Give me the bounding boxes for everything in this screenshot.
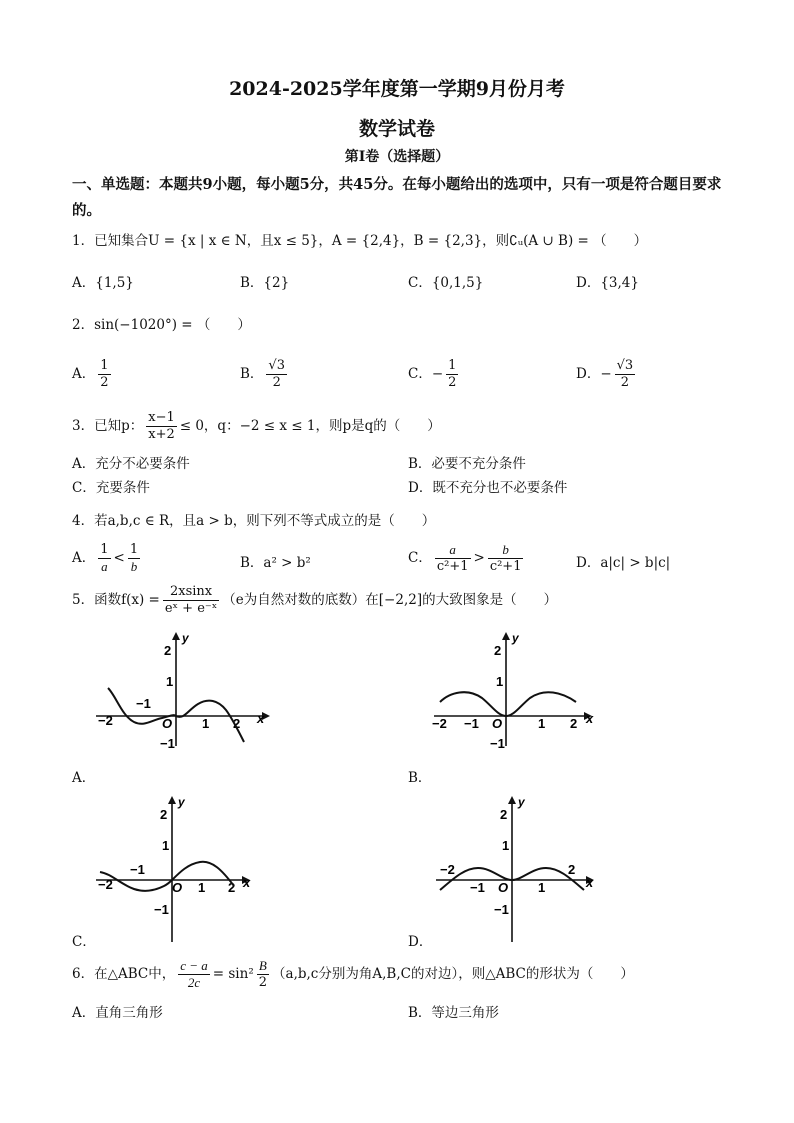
q3-option-c: C．充要条件	[72, 480, 150, 496]
q3-option-d: D．既不充分也不必要条件	[408, 480, 568, 496]
q6-stem-post: （a,b,c分别为角A,B,C的对边），则△ABC的形状为（ ）	[272, 966, 634, 982]
graph-b-tick-2: 2	[570, 716, 578, 731]
graph-b-y-label: y	[512, 631, 519, 645]
q2-option-a-label: A．	[72, 366, 96, 382]
q4-a-d2: b	[130, 559, 138, 574]
q3-stem	[72, 410, 441, 443]
graph-d-tick-y2: 2	[500, 807, 508, 822]
q4-a-d1: a	[101, 559, 108, 574]
q4-stem: 4．若a,b,c ∈ R，且a > b，则下列不等式成立的是（ ）	[72, 513, 436, 529]
q2-stem: 2．sin(−1020°) = （ ）	[72, 317, 251, 333]
q3-stem-pre: 3．已知p：	[72, 418, 144, 434]
q5-graph-c	[90, 794, 280, 944]
q4-option-a	[72, 542, 143, 575]
section-heading: 一、单选题：本题共9小题，每小题5分，共45分。在每小题给出的选项中，只有一项是符合题目要求的。	[72, 176, 722, 219]
q5-option-a-label: A．	[72, 770, 96, 786]
q5-stem-pre: 5．函数f(x) =	[72, 592, 160, 608]
q3-frac-num: x−1	[148, 410, 175, 425]
q1-option-c: C．{0,1,5}	[408, 275, 484, 291]
graph-d-y-label: y	[518, 795, 525, 809]
q4-option-b: B．a² > b²	[240, 555, 311, 571]
q1-option-d: D．{3,4}	[576, 275, 639, 291]
q4-a-n1: 1	[100, 542, 109, 557]
q6-frac-num: c − a	[180, 958, 208, 973]
q6-option-a: A．直角三角形	[72, 1005, 163, 1021]
q5-option-d-label: D．	[408, 934, 433, 950]
q5-graph-b	[428, 630, 618, 750]
graph-c-tick-m2: −2	[98, 877, 113, 892]
q3-option-a: A．充分不必要条件	[72, 456, 190, 472]
q6-frac2-num: B	[257, 958, 269, 975]
q4-a-rel: <	[113, 550, 125, 566]
graph-c-tick-y2: 2	[160, 807, 168, 822]
q4-c-label: C．	[408, 550, 432, 566]
graph-d-tick-y1: 1	[502, 838, 510, 853]
graph-a-tick-y1: 1	[166, 674, 174, 689]
q5-stem-post: （e为自然对数的底数）在[−2,2]的大致图象是（ ）	[222, 592, 558, 608]
q4-c-d2: c²+1	[489, 559, 522, 574]
q2-c-sign: −	[431, 366, 444, 382]
q2-d-sign: −	[600, 366, 612, 382]
graph-d-x-label: x	[586, 875, 594, 890]
q2-option-b	[240, 358, 290, 391]
graph-b-curve	[440, 692, 576, 716]
q1-option-a: A．{1,5}	[72, 275, 134, 291]
graph-c-origin: O	[172, 880, 183, 895]
q3-option-b: B．必要不充分条件	[408, 456, 526, 472]
graph-c-x-label: x	[243, 875, 251, 890]
q3-frac-den: x+2	[148, 427, 175, 442]
q5-graph-a	[90, 630, 280, 750]
graph-c-y-label: y	[178, 795, 185, 809]
q2-option-c-label: C．	[408, 366, 432, 382]
q4-a-label: A．	[72, 550, 96, 566]
graph-b-tick-y1: 1	[496, 674, 504, 689]
q5-stem	[72, 584, 557, 617]
graph-b-tick-ym1: −1	[490, 736, 505, 750]
q6-frac2-den: 2	[258, 975, 268, 990]
q5-option-b-label: B．	[408, 770, 432, 786]
graph-d-tick-m1: −1	[470, 880, 485, 895]
graph-b-origin: O	[492, 716, 503, 731]
graph-d-y-arrow	[508, 796, 516, 804]
graph-a-tick-ym1: −1	[160, 736, 175, 750]
q4-a-n2: 1	[129, 542, 139, 557]
q6-frac-den: 2c	[187, 975, 201, 990]
graph-a-tick-m2: −2	[98, 713, 113, 728]
q3-stem-post: ≤ 0，q：−2 ≤ x ≤ 1，则p是q的（ ）	[179, 418, 441, 434]
exam-title: 2024-2025学年度第一学期9月份月考	[229, 78, 565, 100]
q2-b-num: √3	[268, 358, 285, 373]
q2-option-d-label: D．	[576, 366, 601, 382]
q2-a-den: 2	[100, 375, 109, 390]
graph-d-tick-m2: −2	[440, 862, 455, 877]
q2-c-den: 2	[448, 375, 457, 390]
graph-a-tick-2: 2	[233, 716, 241, 731]
q5-graph-d	[428, 794, 618, 944]
graph-a-origin: O	[162, 716, 173, 731]
q2-c-num: 1	[448, 358, 457, 373]
graph-c-curve	[100, 862, 234, 891]
graph-a-x-label: x	[257, 711, 265, 726]
graph-c-tick-ym1: −1	[154, 902, 169, 917]
q6-mid: = sin²	[212, 966, 254, 982]
q6-stem	[72, 958, 634, 991]
q4-c-n1: a	[435, 542, 471, 559]
q2-option-c	[408, 358, 461, 391]
graph-a-y-label: y	[182, 631, 189, 645]
q1-option-b: B．{2}	[240, 275, 290, 291]
graph-b-tick-y2: 2	[494, 643, 502, 658]
graph-d-tick-2: 2	[568, 862, 576, 877]
graph-a-y-arrow	[172, 632, 180, 640]
q4-c-d1: c²+1	[436, 559, 469, 574]
q4-option-c	[408, 542, 526, 575]
graph-c-tick-m1: −1	[130, 862, 145, 877]
q2-d-den: 2	[620, 375, 630, 390]
graph-b-y-arrow	[502, 632, 510, 640]
q2-d-num: √3	[616, 358, 634, 373]
graph-d-tick-ym1: −1	[494, 902, 509, 917]
exam-subtitle: 数学试卷	[358, 118, 435, 140]
graph-c-tick-2: 2	[228, 880, 236, 895]
graph-a-tick-y2: 2	[164, 643, 172, 658]
q2-b-den: 2	[272, 375, 281, 390]
graph-b-tick-m2: −2	[432, 716, 447, 731]
q2-option-d	[576, 358, 638, 391]
q6-stem-pre: 6．在△ABC中，	[72, 966, 176, 982]
q4-option-d: D．a|c| > b|c|	[576, 555, 671, 571]
graph-b-x-label: x	[586, 711, 594, 726]
graph-d-origin: O	[498, 880, 509, 895]
graph-b-tick-m1: −1	[464, 716, 479, 731]
q2-a-num: 1	[100, 358, 109, 373]
q4-c-n2: b	[488, 542, 524, 559]
q2-option-b-label: B．	[240, 366, 264, 382]
graph-a-tick-m1: −1	[136, 696, 151, 711]
q4-c-rel: >	[473, 550, 485, 566]
q5-frac-den: eˣ + e⁻ˣ	[164, 601, 218, 616]
graph-c-tick-y1: 1	[162, 838, 170, 853]
graph-a-tick-1: 1	[202, 716, 210, 731]
graph-c-y-arrow	[168, 796, 176, 804]
volume-label: 第Ⅰ卷（选择题）	[344, 149, 450, 165]
graph-c-tick-1: 1	[198, 880, 206, 895]
graph-d-tick-1: 1	[538, 880, 546, 895]
q5-frac-num: 2xsinx	[163, 584, 219, 601]
q5-option-c-label: C．	[72, 934, 96, 950]
graph-b-tick-1: 1	[538, 716, 546, 731]
q6-option-b: B．等边三角形	[408, 1005, 499, 1021]
q1-stem: 1．已知集合U = {x | x ∈ N，且x ≤ 5}，A = {2,4}，B = {2,3}，则∁ᵤ(A ∪ B) = （ ）	[72, 233, 648, 249]
q2-option-a	[72, 358, 114, 391]
